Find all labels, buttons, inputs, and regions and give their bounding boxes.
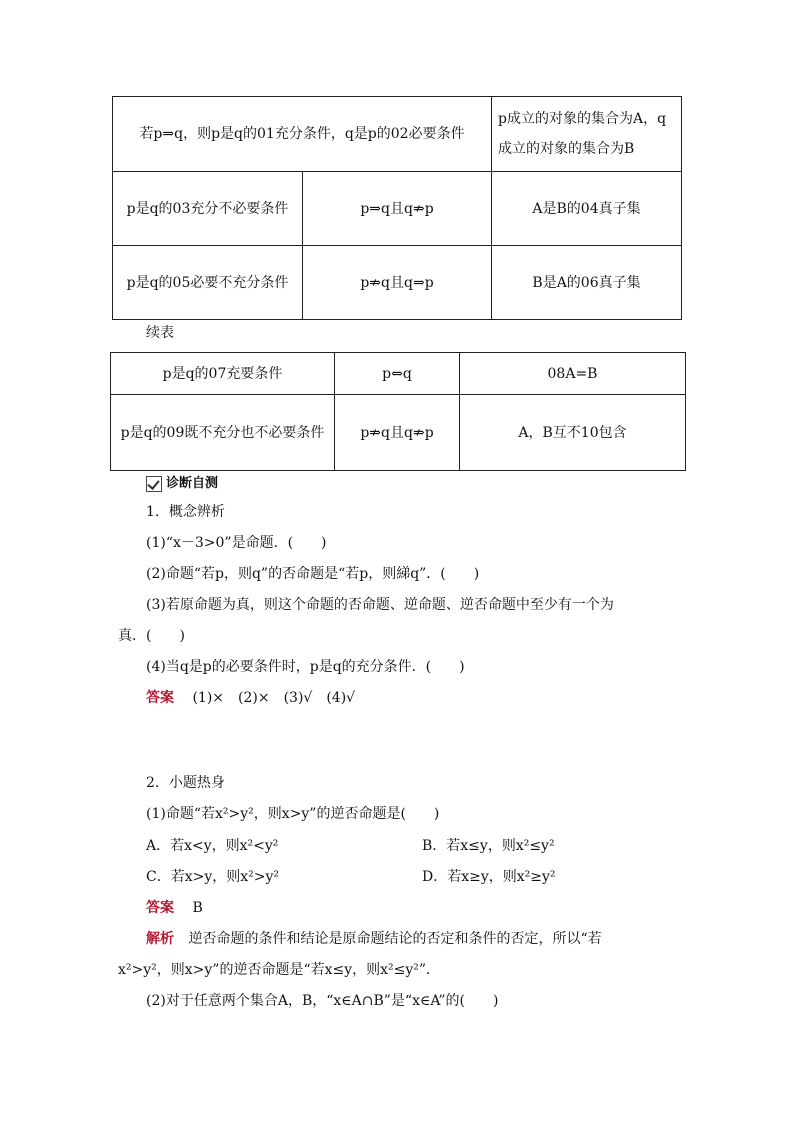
option-b: B．若x≤y，则x²≤y² bbox=[422, 838, 555, 854]
section-title: 诊断自测 bbox=[166, 476, 219, 491]
checkbox-icon bbox=[146, 476, 162, 492]
table-cell: p⇔q bbox=[335, 353, 460, 395]
analysis-text: 逆否命题的条件和结论是原命题结论的否定和条件的否定，所以“若 bbox=[188, 931, 602, 947]
conditions-table-continued bbox=[110, 352, 686, 471]
table-cell: 08A=B bbox=[460, 353, 686, 395]
option-a: A．若x<y，则x²<y² bbox=[146, 838, 279, 854]
table-row bbox=[113, 97, 682, 172]
section-2-title: 2．小题热身 bbox=[146, 775, 225, 791]
answer-label: 答案 bbox=[146, 690, 174, 706]
answer-2 bbox=[146, 898, 203, 918]
option-d: D．若x≥y，则x²≥y² bbox=[422, 869, 556, 885]
table-cell: p⇒q且q⇏p bbox=[303, 172, 492, 246]
analysis-label: 解析 bbox=[146, 931, 174, 947]
table-cell: p是q的09既不充分也不必要条件 bbox=[111, 395, 335, 471]
table-row bbox=[111, 353, 686, 395]
section-1-title: 1．概念辨析 bbox=[146, 504, 225, 520]
section-header-diagnosis bbox=[146, 472, 218, 492]
continued-label: 续表 bbox=[146, 325, 174, 341]
question-1-4: (4)当q是p的必要条件时，p是q的充分条件．( ) bbox=[146, 659, 465, 675]
table-cell: p是q的07充要条件 bbox=[111, 353, 335, 395]
question-1-3-cont: 真．( ) bbox=[118, 628, 185, 644]
question-2-2: (2)对于任意两个集合A，B，“x∈A∩B”是“x∈A”的( ) bbox=[146, 993, 499, 1009]
table-cell: A是B的04真子集 bbox=[492, 172, 682, 246]
question-1-1: (1)“x－3>0”是命题．( ) bbox=[146, 535, 327, 551]
table-cell: p⇏q且q⇒p bbox=[303, 246, 492, 320]
table-row bbox=[113, 246, 682, 320]
table-cell: p成立的对象的集合为A，q成立的对象的集合为B bbox=[492, 97, 682, 172]
conditions-table bbox=[112, 96, 682, 320]
table-cell: B是A的06真子集 bbox=[492, 246, 682, 320]
answer-1 bbox=[146, 688, 355, 708]
table-cell: p⇏q且q⇏p bbox=[335, 395, 460, 471]
option-c: C．若x>y，则x²>y² bbox=[146, 869, 280, 885]
table-row bbox=[113, 172, 682, 246]
answer-label: 答案 bbox=[146, 900, 174, 916]
table-cell: p是q的05必要不充分条件 bbox=[113, 246, 303, 320]
answer-text: (1)× (2)× (3)√ (4)√ bbox=[192, 690, 356, 706]
table-cell: p是q的03充分不必要条件 bbox=[113, 172, 303, 246]
answer-text: B bbox=[192, 900, 203, 916]
analysis-cont: x²>y²，则x>y”的逆否命题是“若x≤y，则x²≤y²”． bbox=[118, 962, 441, 978]
question-2-1: (1)命题“若x²>y²，则x>y”的逆否命题是( ) bbox=[146, 806, 440, 822]
analysis bbox=[146, 929, 602, 949]
table-row bbox=[111, 395, 686, 471]
table-cell: A，B互不10包含 bbox=[460, 395, 686, 471]
question-1-3: (3)若原命题为真，则这个命题的否命题、逆命题、逆否命题中至少有一个为 bbox=[146, 597, 614, 613]
question-1-2: (2)命题“若p，则q”的否命题是“若p，则綈q”．( ) bbox=[146, 566, 480, 582]
table-cell: 若p⇒q，则p是q的01充分条件，q是p的02必要条件 bbox=[113, 97, 492, 172]
